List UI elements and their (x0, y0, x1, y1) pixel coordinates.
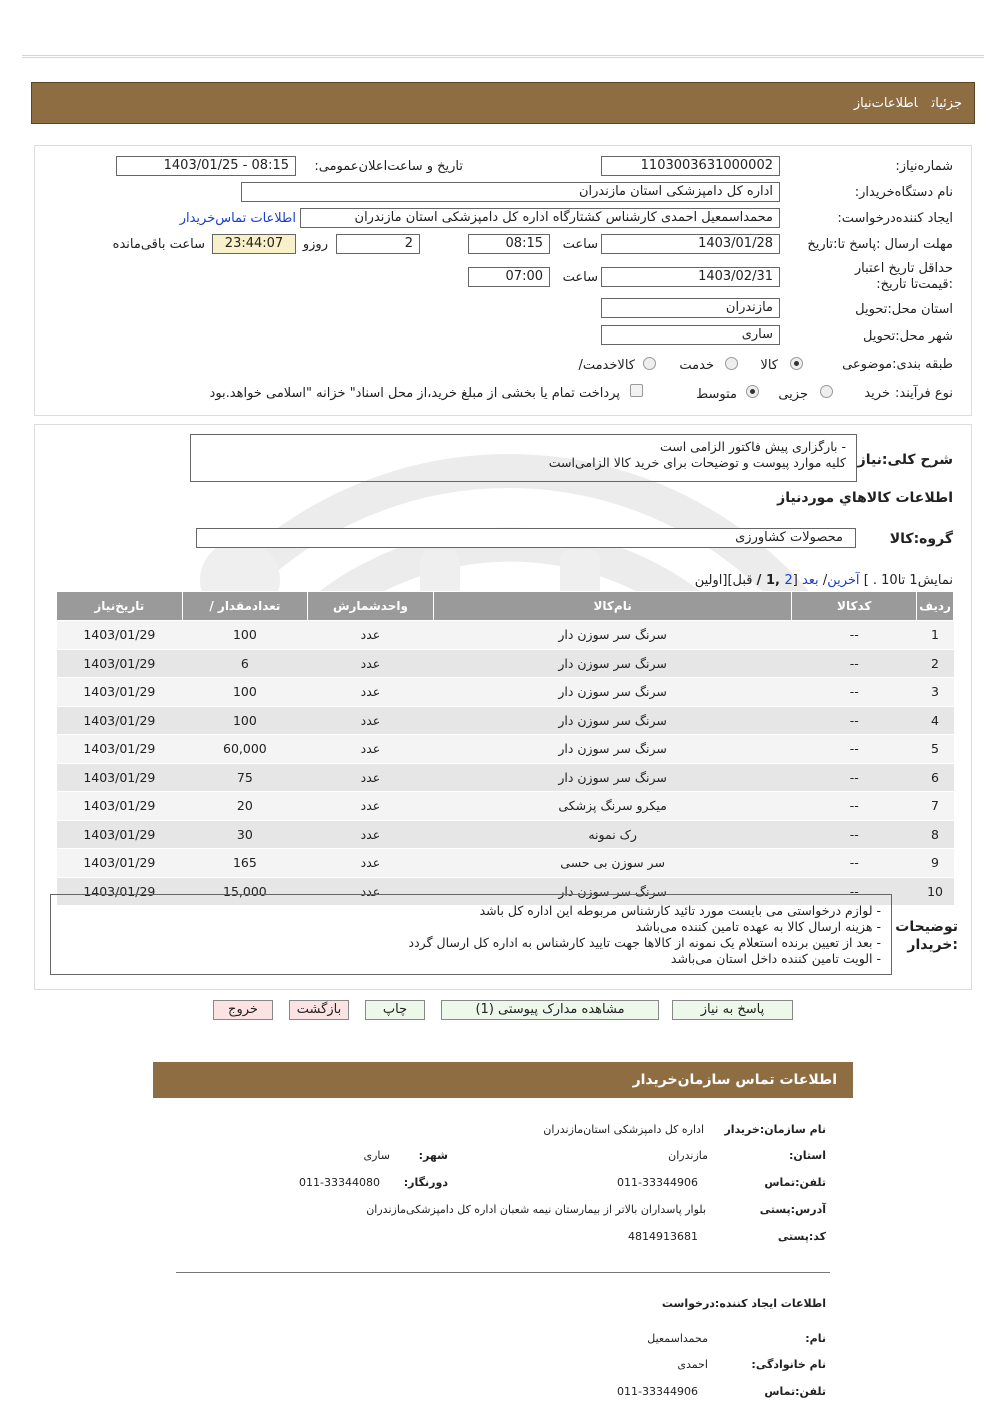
province-label: استان محل:تحویل (855, 302, 953, 317)
cell-need-date: 1403/01/29 (57, 792, 183, 821)
cell-row: 3 (917, 678, 954, 707)
cell-code: -- (792, 706, 917, 735)
process-partial-label: جزیی (778, 387, 808, 402)
goods-group-label: گروه:کالا (889, 531, 953, 547)
cell-unit: عدد (308, 621, 434, 650)
contact-city: ساری (363, 1149, 390, 1162)
validity-time-field: 07:00 (468, 267, 550, 287)
cell-quantity: 20 (182, 792, 307, 821)
pager-showing: نمایش1 تا10 . ] (863, 573, 953, 588)
cell-name: سرنگ سر سوزن دار (433, 763, 792, 792)
cell-unit: عدد (308, 706, 434, 735)
buyer-org-label: نام دستگاه‌خریدار: (854, 185, 953, 200)
category-service-radio[interactable] (725, 357, 738, 370)
deadline-label: مهلت ارسال :پاسخ تا:تاریخ (807, 237, 953, 252)
creator-phone: 011-33344906 (617, 1385, 698, 1398)
remaining-time-field: 23:44:07 (212, 234, 296, 254)
cell-need-date: 1403/01/29 (57, 621, 183, 650)
contact-city-label: شهر: (418, 1149, 448, 1162)
page-header (31, 82, 975, 124)
summary-box (190, 434, 857, 482)
table-row (57, 820, 954, 849)
process-medium-label: متوسط (696, 387, 737, 402)
cell-unit: عدد (308, 820, 434, 849)
cell-need-date: 1403/01/29 (57, 877, 183, 906)
exit-button[interactable]: خروج (213, 1000, 273, 1020)
table-header-row (57, 592, 954, 621)
breadcrumb-need-info[interactable]: اطلاعات‌نیاز (853, 96, 918, 111)
contact-header (153, 1062, 853, 1098)
cell-quantity: 75 (182, 763, 307, 792)
treasury-payment-note: پرداخت تمام یا بخشی از مبلغ خرید،از محل اسناد" خزانه "اسلامی خواهد.بود (209, 386, 620, 401)
table-row (57, 621, 954, 650)
buyer-contact-link[interactable]: اطلاعات تماس‌خریدار (179, 211, 296, 226)
pager (695, 573, 953, 588)
buyer-org-field: اداره کل دامپزشکی استان مازندران (241, 182, 780, 202)
cell-code: -- (792, 735, 917, 764)
top-divider (22, 55, 984, 58)
cell-name: میکرو سرنگ پزشکی (433, 792, 792, 821)
contact-address-label: آدرس:پستی (759, 1203, 826, 1216)
cell-unit: عدد (308, 735, 434, 764)
cell-name: سرنگ سر سوزن دار (433, 621, 792, 650)
cell-row: 6 (917, 763, 954, 792)
cell-name: رک نمونه (433, 820, 792, 849)
validity-label: حداقل تاریخ اعتبار :قیمت‌تا تاریخ: (854, 261, 953, 292)
note-line-1: - لوازم درخواستی می بایست مورد تائید کارشناس مربوطه این اداره کل باشد (479, 903, 881, 918)
cell-unit: عدد (308, 792, 434, 821)
contact-title: اطلاعات تماس سازمان‌خریدار (632, 1072, 837, 1088)
deadline-date-field: 1403/01/28 (601, 234, 780, 254)
cell-unit: عدد (308, 877, 434, 906)
city-field: ساری (601, 325, 780, 345)
goods-info-title: اطلاعات کالاهاي موردنیاز (777, 490, 953, 506)
goods-table (56, 591, 954, 906)
deadline-time-field: 08:15 (468, 234, 550, 254)
back-button[interactable]: بازگشت (289, 1000, 349, 1020)
cell-row: 7 (917, 792, 954, 821)
pager-prev-first[interactable]: قبل][اولین (694, 573, 757, 588)
cell-row: 9 (917, 849, 954, 878)
col-quantity: تعداد‌مقدار / (182, 592, 307, 621)
cell-name: سرنگ سر سوزن دار (433, 877, 792, 906)
col-code: کدکالا (792, 592, 917, 621)
category-goods-service-label: کالاخدمت/ (578, 358, 635, 373)
pager-page-2-link[interactable]: 2 (784, 573, 793, 588)
cell-name: سرنگ سر سوزن دار (433, 649, 792, 678)
deadline-time-label: ساعت (562, 237, 598, 252)
goods-group-field: محصولات کشاورزی (196, 528, 856, 548)
announce-label: تاریخ و ساعت‌اعلان‌عمومی: (314, 159, 463, 174)
cell-name: سرنگ سر سوزن دار (433, 706, 792, 735)
province-field: مازندران (601, 298, 780, 318)
creator-name: محمداسمعیل (647, 1332, 708, 1345)
cell-name: سر سوزن بی حسی (433, 849, 792, 878)
cell-name: سرنگ سر سوزن دار (433, 735, 792, 764)
summary-line-1: - بارگزاری پیش فاکتور الزامی است (659, 439, 846, 454)
cell-unit: عدد (308, 849, 434, 878)
cell-name: سرنگ سر سوزن دار (433, 678, 792, 707)
contact-fax-label: دورنگار: (403, 1176, 448, 1189)
cell-code: -- (792, 678, 917, 707)
col-unit: واحدشمارش (308, 592, 434, 621)
cell-row: 4 (917, 706, 954, 735)
days-label: روزو (302, 237, 328, 252)
pager-separator: / (822, 573, 828, 588)
city-label: شهر محل:تحویل (863, 329, 953, 344)
contact-address: بلوار پاسداران بالاتر از بیمارستان نیمه شعبان اداره کل دامپزشکی‌مازندران (366, 1203, 706, 1216)
creator-name-label: نام: (805, 1332, 826, 1345)
note-line-2: - هزینه ارسال کالا به عهده تامین کننده می‌باشد (635, 919, 881, 934)
col-name: نام‌کالا (433, 592, 792, 621)
creator-label: ایجاد کننده‌درخواست: (837, 211, 953, 226)
table-row (57, 792, 954, 821)
contact-postcode-label: کد:پستی (777, 1230, 826, 1243)
cell-code: -- (792, 649, 917, 678)
category-goods-service-radio[interactable] (643, 357, 656, 370)
creator-family-label: نام خانوادگی: (751, 1358, 826, 1371)
creator-field: محمداسمعیل احمدی کارشناس کشتارگاه اداره کل دامپزشکی استان مازندران (300, 208, 780, 228)
print-button[interactable]: چاپ (365, 1000, 425, 1020)
cell-code: -- (792, 621, 917, 650)
cell-quantity: 100 (182, 678, 307, 707)
pager-last-link[interactable]: آخرین (827, 573, 860, 588)
cell-unit: عدد (308, 763, 434, 792)
cell-code: -- (792, 877, 917, 906)
need-number-field: 1103003631000002 (601, 156, 780, 176)
cell-row: 10 (917, 877, 954, 906)
cell-row: 8 (917, 820, 954, 849)
process-buy-label: خرید (864, 386, 890, 401)
summary-label: شرح کلی:نیاز (857, 452, 953, 468)
process-medium-radio[interactable] (746, 385, 759, 398)
table-row (57, 649, 954, 678)
summary-line-2: کلیه موارد پیوست و توضیحات برای خرید کالا الزامی‌است (548, 455, 846, 470)
pager-bracket: [ (792, 573, 802, 588)
treasury-payment-checkbox[interactable] (630, 384, 643, 397)
note-line-3: - بعد از تعیین برنده استعلام یک نمونه از کالاها جهت تایید کارشناس به اداره کل ارسال گردد (408, 935, 881, 950)
validity-time-label: ساعت (562, 270, 598, 285)
cell-code: -- (792, 792, 917, 821)
cell-need-date: 1403/01/29 (57, 649, 183, 678)
buyer-notes-label: توضیحات :خریدار (895, 919, 958, 953)
cell-row: 1 (917, 621, 954, 650)
cell-code: -- (792, 849, 917, 878)
breadcrumb-details[interactable]: جزئیات (931, 96, 962, 111)
process-type-label: نوع فرآیند: (895, 386, 953, 401)
cell-need-date: 1403/01/29 (57, 735, 183, 764)
cell-need-date: 1403/01/29 (57, 706, 183, 735)
cell-quantity: 165 (182, 849, 307, 878)
col-need-date: تاریخ‌نیاز (57, 592, 183, 621)
creator-phone-label: تلفن:تماس (764, 1385, 826, 1398)
remaining-label: ساعت باقی‌مانده (112, 237, 205, 252)
category-goods-label: کالا (760, 358, 778, 373)
note-line-4: - الویت تامین کننده داخل استان می‌باشد (670, 951, 881, 966)
cell-quantity: 15,000 (182, 877, 307, 906)
table-row (57, 763, 954, 792)
cell-need-date: 1403/01/29 (57, 820, 183, 849)
contact-postcode: 4814913681 (628, 1230, 698, 1243)
need-number-label: شماره‌نیاز: (895, 159, 953, 174)
category-label: طبقه بندی:موضوعی (842, 357, 953, 372)
contact-phone-label: تلفن:تماس (764, 1176, 826, 1189)
contact-province: مازندران (668, 1149, 708, 1162)
cell-code: -- (792, 820, 917, 849)
cell-need-date: 1403/01/29 (57, 678, 183, 707)
contact-divider (176, 1272, 830, 1273)
cell-quantity: 30 (182, 820, 307, 849)
cell-code: -- (792, 763, 917, 792)
cell-need-date: 1403/01/29 (57, 763, 183, 792)
cell-quantity: 100 (182, 706, 307, 735)
cell-quantity: 100 (182, 621, 307, 650)
table-row (57, 706, 954, 735)
creator-info-title: اطلاعات ایجاد کننده:درخواست (661, 1297, 826, 1310)
buyer-notes-box (50, 894, 892, 975)
pager-current-page: ,1 / (756, 573, 785, 588)
days-field: 2 (336, 234, 420, 254)
process-partial-radio[interactable] (820, 385, 833, 398)
view-attachments-button[interactable]: مشاهده مدارک پیوستی (1) (441, 1000, 659, 1020)
pager-next-link[interactable]: بعد (801, 573, 819, 588)
table-row (57, 849, 954, 878)
col-row: ردیف (917, 592, 954, 621)
cell-quantity: 60,000 (182, 735, 307, 764)
cell-row: 2 (917, 649, 954, 678)
category-service-label: خدمت (679, 358, 714, 373)
table-row (57, 735, 954, 764)
cell-unit: عدد (308, 649, 434, 678)
contact-province-label: استان: (789, 1149, 826, 1162)
contact-org: اداره کل دامپزشکی استان‌مازندران (543, 1123, 704, 1136)
cell-unit: عدد (308, 678, 434, 707)
creator-family: احمدی (677, 1358, 708, 1371)
contact-fax: 011-33344080 (299, 1176, 380, 1189)
category-goods-radio[interactable] (790, 357, 803, 370)
cell-need-date: 1403/01/29 (57, 849, 183, 878)
cell-row: 5 (917, 735, 954, 764)
contact-org-label: نام سازمان:خریدار (724, 1123, 826, 1136)
contact-phone: 011-33344906 (617, 1176, 698, 1189)
cell-quantity: 6 (182, 649, 307, 678)
announce-field: 1403/01/25 - 08:15 (116, 156, 296, 176)
table-row (57, 678, 954, 707)
reply-button[interactable]: پاسخ به نیاز (672, 1000, 793, 1020)
validity-date-field: 1403/02/31 (601, 267, 780, 287)
